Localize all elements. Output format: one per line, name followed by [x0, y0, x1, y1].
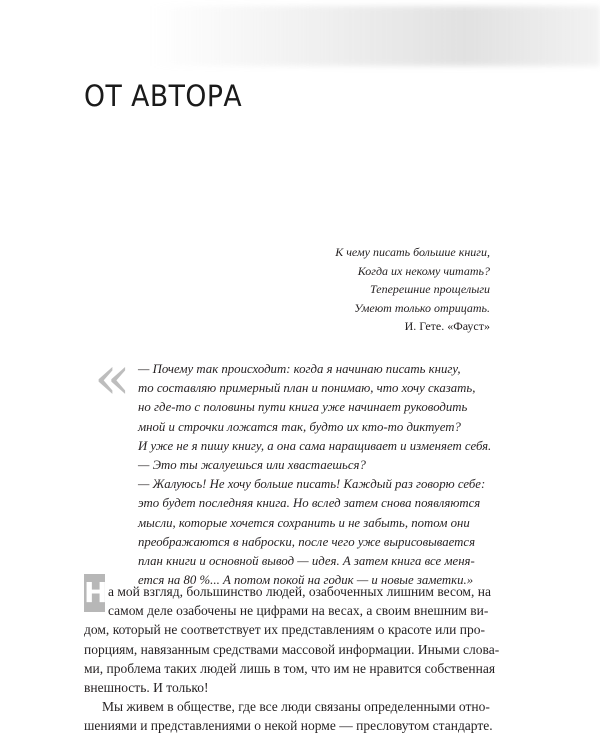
page-title: ОТ АВТОРА [84, 79, 243, 113]
dropcap-letter: Н [84, 574, 105, 612]
quote-line: но где-то с половины пути книга уже начинает руководить [138, 400, 468, 415]
body-line: шениями и представлениями о некой норме — пресловутом стандарте. [84, 718, 493, 734]
epigraph-line: Когда их некому читать? [357, 263, 490, 278]
quote-line: это будет последняя книга. Но вслед затем снова появляются [138, 496, 481, 511]
body-text [84, 582, 500, 736]
quote-line: — Жалуюсь! Не хочу больше писать! Каждый раз говорю себе: [138, 477, 486, 492]
quote-line: то составляю примерный план и понимаю, что хочу сказать, [138, 381, 476, 396]
epigraph-attribution: И. Гете. «Фауст» [404, 319, 490, 333]
quote-line: ется на 80 %... А потом покой на годик — и новые заметки.» [138, 573, 474, 588]
body-line: а мой взгляд, большинство людей, озабоченных лишним весом, на [108, 584, 491, 599]
quote-line: мысли, которые хочется сохранить и не забыть, потом они [138, 515, 470, 530]
epigraph-line: Умеют только отрицать. [354, 300, 490, 315]
quote-line: — Это ты жалуешься или хвастаешься? [138, 458, 366, 473]
quote-line: план книги и основной вывод — идея. А затем книга все меня- [138, 554, 475, 569]
body-line: Мы живем в обществе, где все люди связаны определенными отно- [102, 699, 490, 715]
body-line: дом, который не соответствует их представлениям о красоте или про- [84, 622, 485, 638]
bleed-through-shadow [150, 6, 600, 66]
quote-mark-icon: « [94, 343, 131, 413]
epigraph [335, 243, 490, 336]
author-quote [138, 360, 492, 590]
body-line: самом деле озабочены не цифрами на весах, а своим внешним ви- [108, 603, 489, 619]
quote-line: — Почему так происходит: когда я начинаю писать книгу, [138, 362, 461, 376]
epigraph-line: К чему писать большие книги, [335, 245, 490, 259]
body-line: ми, проблема таких людей лишь в том, что им не нравится собственная [84, 660, 496, 676]
epigraph-line: Теперешние прощелыги [370, 282, 490, 296]
body-line: порциям, навязанным средствами массовой информации. Иными слова- [84, 641, 500, 657]
quote-line: И уже не я пишу книгу, а она сама наращивает и изменяет себя. [138, 438, 492, 453]
body-line: внешность. И только! [84, 680, 209, 696]
quote-line: мной и строчки ложатся так, будто их кто-то диктует? [138, 419, 461, 434]
quote-line: преображаются в наброски, после чего уже вырисовывается [138, 534, 476, 549]
